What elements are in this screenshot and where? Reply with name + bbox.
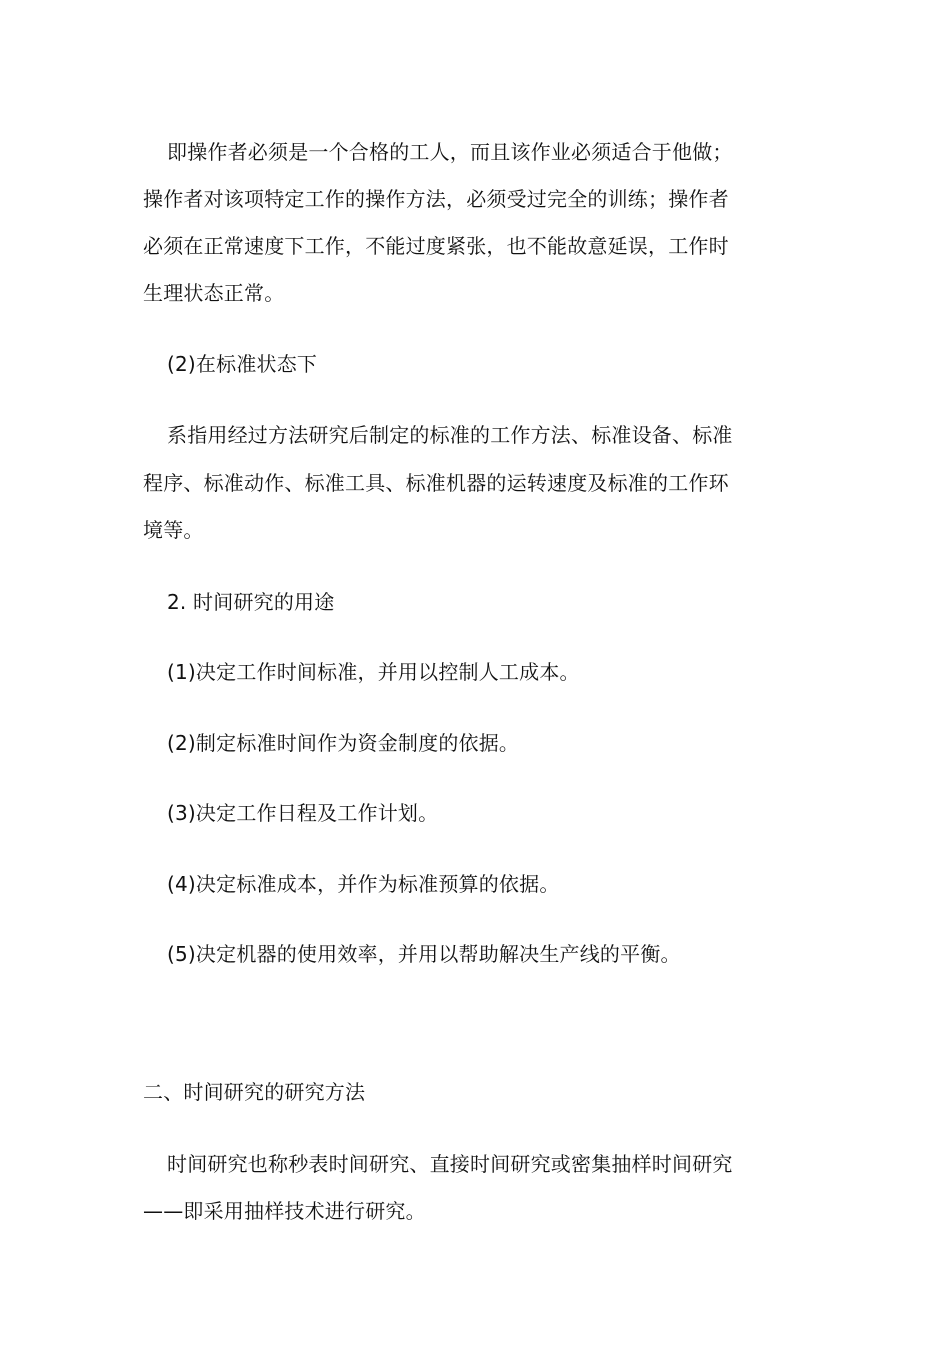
paragraph-1-line-2: 操作者对该项特定工作的操作方法，必须受过完全的训练；操作者 — [143, 187, 729, 211]
paragraph-8-line-1: (4)决定标准成本，并作为标准预算的依据。 — [167, 872, 560, 896]
paragraph-2-line-1: (2)在标准状态下 — [167, 352, 318, 376]
paragraph-10-line-1: 时间研究也称秒表时间研究、直接时间研究或密集抽样时间研究 — [167, 1152, 733, 1176]
paragraph-3-line-2: 程序、标准动作、标准工具、标准机器的运转速度及标准的工作环 — [143, 471, 729, 495]
paragraph-4-line-1: 2. 时间研究的用途 — [167, 590, 335, 614]
paragraph-1-line-3: 必须在正常速度下工作，不能过度紧张，也不能故意延误，工作时 — [143, 234, 729, 258]
section-heading: 二、时间研究的研究方法 — [143, 1080, 366, 1104]
paragraph-3-line-1: 系指用经过方法研究后制定的标准的工作方法、标准设备、标准 — [167, 423, 733, 447]
paragraph-3-line-3: 境等。 — [143, 518, 204, 542]
paragraph-1-line-4: 生理状态正常。 — [143, 281, 285, 305]
paragraph-6-line-1: (2)制定标准时间作为资金制度的依据。 — [167, 731, 520, 755]
paragraph-9-line-1: (5)决定机器的使用效率，并用以帮助解决生产线的平衡。 — [167, 942, 681, 966]
paragraph-10-line-2: ——即采用抽样技术进行研究。 — [143, 1199, 426, 1223]
paragraph-7-line-1: (3)决定工作日程及工作计划。 — [167, 801, 439, 825]
paragraph-5-line-1: (1)决定工作时间标准，并用以控制人工成本。 — [167, 660, 580, 684]
paragraph-1-line-1: 即操作者必须是一个合格的工人，而且该作业必须适合于他做； — [167, 140, 733, 164]
